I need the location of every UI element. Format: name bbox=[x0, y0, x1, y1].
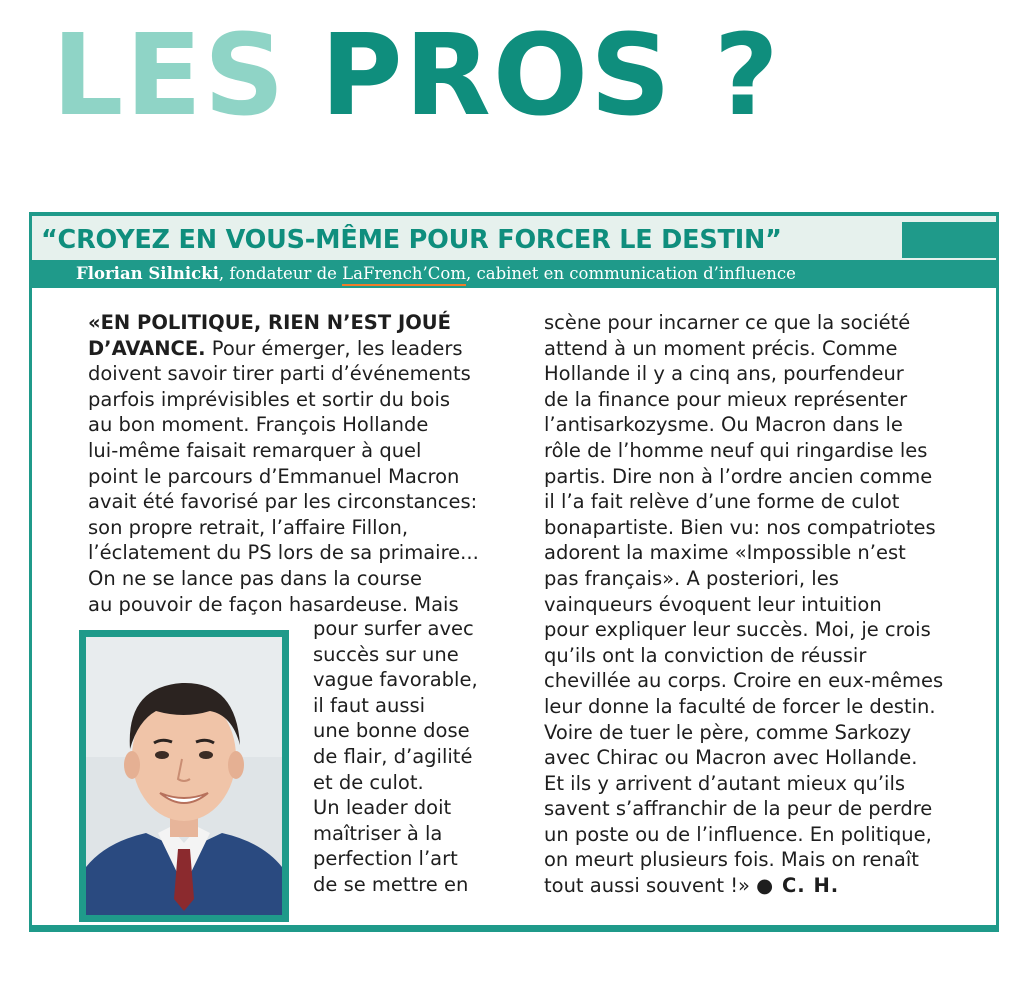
text-line: au pouvoir de façon hasardeuse. Mais bbox=[88, 592, 459, 616]
lead-line: D’AVANCE. bbox=[88, 336, 206, 360]
text-line: vainqueurs évoquent leur intuition bbox=[544, 592, 882, 616]
text-line: bonapartiste. Bien vu: nos compatriotes bbox=[544, 515, 936, 539]
text-line: de la finance pour mieux représenter bbox=[544, 387, 908, 411]
author-name: Florian Silnicki bbox=[76, 264, 219, 283]
text-line: leur donne la faculté de forcer le destin. bbox=[544, 694, 936, 718]
text-line: qu’ils ont la conviction de réussir bbox=[544, 643, 867, 667]
text-line: vague favorable, bbox=[313, 668, 478, 692]
text-line: chevillée au corps. Croire en eux-mêmes bbox=[544, 669, 944, 693]
text-line: point le parcours d’Emmanuel Macron bbox=[88, 464, 460, 488]
quote-title: “CROYEZ EN VOUS-MÊME POUR FORCER LE DESTIN” bbox=[41, 225, 782, 255]
text-line: et de culot. bbox=[313, 770, 424, 794]
text-line: savent s’affranchir de la peur de perdre bbox=[544, 797, 933, 821]
text-line: scène pour incarner ce que la société bbox=[544, 311, 911, 334]
text-line: l’éclatement du PS lors de sa primaire... bbox=[88, 541, 479, 565]
text-line: un poste ou de l’influence. En politique, bbox=[544, 822, 932, 846]
text-line: maîtriser à la bbox=[313, 821, 443, 845]
text-line: attend à un moment précis. Comme bbox=[544, 336, 898, 360]
text-line: pour expliquer leur succès. Moi, je crois bbox=[544, 618, 931, 642]
text-line: il faut aussi bbox=[313, 693, 426, 717]
text-line: lui-même faisait remarquer à quel bbox=[88, 438, 422, 462]
text-line: avec Chirac ou Macron avec Hollande. bbox=[544, 746, 918, 770]
portrait-illustration bbox=[86, 637, 282, 915]
author-photo bbox=[79, 630, 289, 922]
text-line: Voire de tuer le père, comme Sarkozy bbox=[544, 720, 912, 744]
text-line: Et ils y arrivent d’autant mieux qu’ils bbox=[544, 771, 906, 795]
text-line: rôle de l’homme neuf qui ringardise les bbox=[544, 438, 928, 462]
narrow-column bbox=[313, 616, 478, 898]
byline bbox=[32, 260, 996, 288]
quote-bar bbox=[32, 212, 996, 260]
company-name: LaFrench’Com bbox=[342, 264, 466, 286]
text-line: adorent la maxime «Impossible n’est bbox=[544, 541, 906, 565]
text-line: perfection l’art bbox=[313, 847, 458, 871]
author-role-prefix: , fondateur de bbox=[218, 264, 343, 283]
text-line: Un leader doit bbox=[313, 796, 452, 820]
text-line: au bon moment. François Hollande bbox=[88, 413, 429, 437]
author-role-suffix: , cabinet en communication d’influence bbox=[466, 264, 796, 283]
article-box bbox=[29, 212, 999, 932]
text-line: avait été favorisé par les circonstances: bbox=[88, 490, 478, 514]
signature: ● C. H. bbox=[756, 874, 840, 898]
left-column bbox=[88, 310, 479, 617]
text-line: parfois imprévisibles et sortir du bois bbox=[88, 387, 451, 411]
text-line: de flair, d’agilité bbox=[313, 744, 473, 768]
headline-word-les: LES bbox=[52, 11, 287, 141]
text-line: Hollande il y a cinq ans, pourfendeur bbox=[544, 362, 904, 386]
text-line: partis. Dire non à l’ordre ancien comme bbox=[544, 464, 933, 488]
text-line: une bonne dose bbox=[313, 719, 470, 743]
text-line: doivent savoir tirer parti d’événements bbox=[88, 362, 471, 386]
text-line bbox=[544, 873, 943, 899]
text-line: on meurt plusieurs fois. Mais on renaît bbox=[544, 848, 919, 872]
lead-line: «EN POLITIQUE, RIEN N’EST JOUÉ bbox=[88, 311, 451, 334]
text-line: l’antisarkozysme. Ou Macron dans le bbox=[544, 413, 903, 437]
quote-bar-accent bbox=[902, 222, 996, 258]
text-line: son propre retrait, l’affaire Fillon, bbox=[88, 515, 409, 539]
text-line: pas français». A posteriori, les bbox=[544, 566, 839, 590]
headline-word-pros: PROS ? bbox=[320, 11, 781, 141]
text-fragment: Pour émerger, les leaders bbox=[205, 336, 463, 360]
text-line: On ne se lance pas dans la course bbox=[88, 566, 422, 590]
text-line: de se mettre en bbox=[313, 872, 469, 896]
text-line bbox=[88, 336, 479, 362]
text-line: il l’a fait relève d’une forme de culot bbox=[544, 490, 900, 514]
text-line: succès sur une bbox=[313, 642, 459, 666]
page-headline bbox=[52, 11, 781, 141]
final-line: tout aussi souvent !» bbox=[544, 874, 757, 898]
text-line: pour surfer avec bbox=[313, 617, 474, 640]
right-column bbox=[544, 310, 943, 899]
